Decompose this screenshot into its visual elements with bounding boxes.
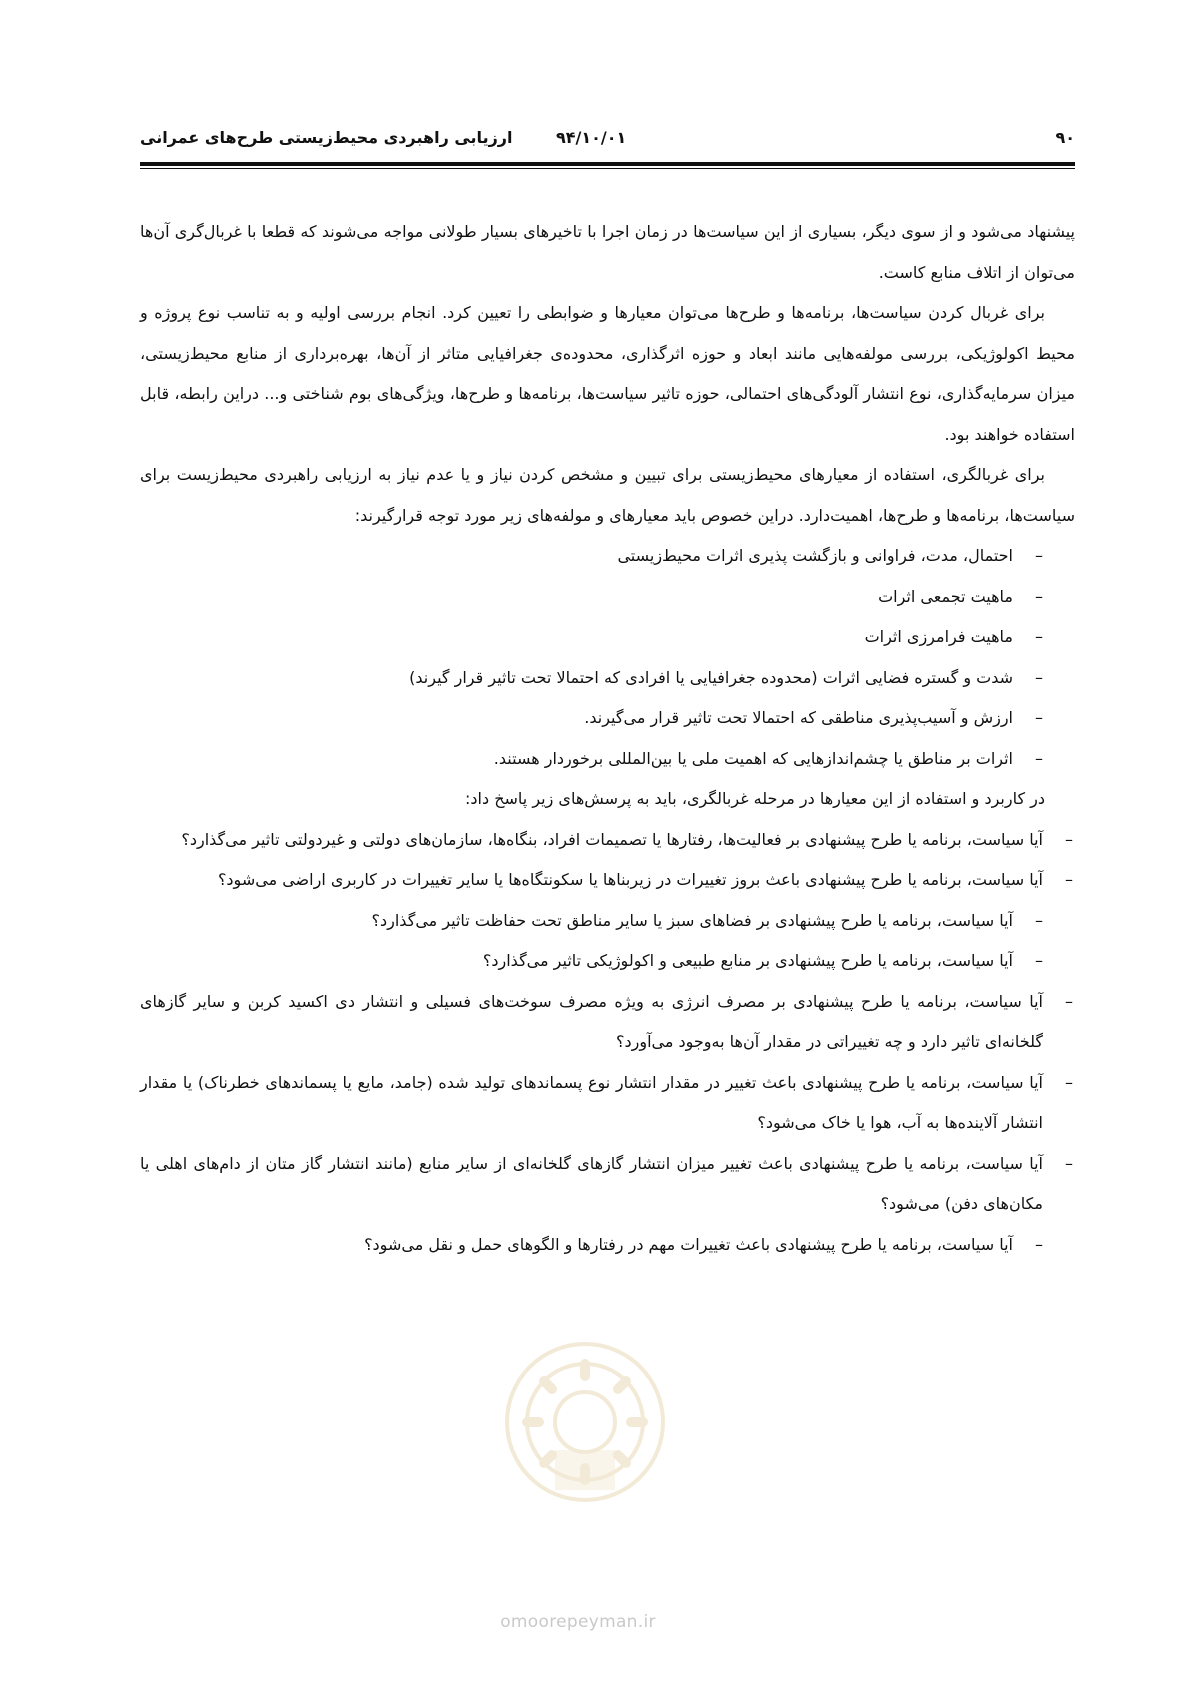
list-item-text: اثرات بر مناطق یا چشم‌اندازهایی که اهمیت ملی یا بین‌المللی برخوردار هستند. (493, 748, 1013, 768)
list-item (140, 820, 1075, 861)
list-item (140, 698, 1075, 739)
list-item-text: شدت و گستره فضایی اثرات (محدوده جغرافیایی یا افرادی که احتمالا تحت تاثیر قرار گیرند) (409, 667, 1013, 687)
dash-bullet-icon: – (1035, 951, 1043, 970)
list-item (140, 941, 1075, 982)
page-header (140, 128, 1075, 162)
paragraph: برای غربال کردن سیاست‌ها، برنامه‌ها و طرح‌ها می‌توان معیارها و ضوابطی را تعیین کرد. انجام بررسی اولیه و به تناسب نوع پروژه و محیط اکولوژیکی، بررسی مولفه‌هایی مانند ابعاد و حوزه اثرگذاری، محدوده‌ی جغرافیایی متاثر از آن‌ها، بهره‌برداری از منابع محیط‌زیستی، میزان سرمایه‌گذاری، نوع انتشار آلودگی‌های احتمالی، حوزه تاثیر سیاست‌ها، برنامه‌ها و طرح‌ها، ویژگی‌های بوم شناختی و... دراین رابطه، قابل استفاده خواهند بود. (140, 303, 1075, 444)
list-item-text: آیا سیاست، برنامه یا طرح پیشنهادی باعث بروز تغییرات در زیربناها یا سکونتگاه‌ها یا سایر تغییرات در کاربری اراضی می‌شود؟ (217, 870, 1043, 889)
list-item-text: آیا سیاست، برنامه یا طرح پیشنهادی بر فعالیت‌ها، رفتارها یا تصمیمات افراد، بنگاه‌ها، سازمان‌های دولتی و غیردولتی تاثیر می‌گذارد؟ (181, 829, 1043, 849)
header-rule-thick (140, 162, 1075, 166)
list-item-text: آیا سیاست، برنامه یا طرح پیشنهادی باعث تغییر در مقدار انتشار نوع پسماندهای تولید شده (جامد، مایع یا پسماندهای خطرناک) یا مقدار انتشار آلاینده‌ها به آب، هوا یا خاک می‌شود؟ (140, 1072, 1043, 1132)
list-item (140, 1144, 1075, 1225)
list-item-text: ارزش و آسیب‌پذیری مناطقی که احتمالا تحت تاثیر قرار می‌گیرند. (584, 708, 1013, 727)
list-item (140, 577, 1075, 618)
list-item-text: احتمال، مدت، فراوانی و بازگشت پذیری اثرات محیط‌زیستی (617, 546, 1013, 565)
dash-bullet-icon: – (1035, 910, 1043, 930)
paragraph: پیشنهاد می‌شود و از سوی دیگر، بسیاری از این سیاست‌ها در زمان اجرا با تاخیرهای بسیار طولانی مواجه می‌شوند که قطعا با غربال‌گری آن‌ها می‌توان از اتلاف منابع کاست. (140, 222, 1075, 282)
dash-bullet-icon: – (1065, 870, 1073, 889)
dash-bullet-icon: – (1065, 1153, 1073, 1173)
list-item (140, 860, 1075, 901)
dash-bullet-icon: – (1035, 627, 1043, 646)
header-date: ۹۴/۱۰/۰۱ (556, 128, 627, 147)
criteria-list (140, 536, 1075, 779)
list-item-text: آیا سیاست، برنامه یا طرح پیشنهادی باعث تغییر میزان انتشار گازهای گلخانه‌ای از سایر منابع (مانند انتشار گاز متان از دام‌های اهلی یا مکان‌های دفن) می‌شود؟ (140, 1153, 1043, 1213)
list-item (140, 901, 1075, 942)
list-item-text: ماهیت تجمعی اثرات (878, 586, 1013, 606)
list-item (140, 739, 1075, 780)
list-item-text: آیا سیاست، برنامه یا طرح پیشنهادی باعث تغییرات مهم در رفتارها و الگوهای حمل و نقل می‌شود؟ (364, 1234, 1013, 1254)
list-item (140, 982, 1075, 1063)
list-item-text: آیا سیاست، برنامه یا طرح پیشنهادی بر منابع طبیعی و اکولوژیکی تاثیر می‌گذارد؟ (482, 951, 1013, 970)
header-title: ارزیابی راهبردی محیط‌زیستی طرح‌های عمرانی (140, 128, 513, 147)
dash-bullet-icon: – (1035, 1234, 1043, 1254)
list-item (140, 658, 1075, 699)
list-item (140, 1225, 1075, 1266)
page-number: ۹۰ (1055, 128, 1075, 147)
list-item-text: آیا سیاست، برنامه یا طرح پیشنهادی بر مصرف انرژی به ویژه مصرف سوخت‌های فسیلی و انتشار دی اکسید کربن و سایر گازهای گلخانه‌ای تاثیر دارد و چه تغییراتی در مقدار آن‌ها به‌وجود می‌آورد؟ (140, 991, 1043, 1051)
watermark-url: omoorepeyman.ir (500, 1612, 656, 1632)
dash-bullet-icon: – (1035, 708, 1043, 727)
questions-list (140, 820, 1075, 1266)
dash-bullet-icon: – (1065, 1072, 1073, 1092)
list-item-text: آیا سیاست، برنامه یا طرح پیشنهادی بر فضاهای سبز یا سایر مناطق تحت حفاظت تاثیر می‌گذارد؟ (371, 910, 1013, 930)
page-body (140, 212, 1075, 1265)
list-item (140, 536, 1075, 577)
dash-bullet-icon: – (1065, 991, 1073, 1011)
questions-intro: در کاربرد و استفاده از این معیارها در مرحله غربالگری، باید به پرسش‌های زیر پاسخ داد: (465, 789, 1045, 808)
dash-bullet-icon: – (1035, 586, 1043, 606)
dash-bullet-icon: – (1035, 667, 1043, 687)
dash-bullet-icon: – (1035, 748, 1043, 768)
header-rule-thin (140, 168, 1075, 169)
dash-bullet-icon: – (1065, 829, 1073, 849)
paragraph: برای غربالگری، استفاده از معیارهای محیط‌زیستی برای تبیین و مشخص کردن نیاز و یا عدم نیاز به ارزیابی راهبردی محیط‌زیست برای سیاست‌ها، برنامه‌ها و طرح‌ها، اهمیت‌دارد. دراین خصوص باید معیارهای و مولفه‌های زیر مورد توجه قرارگیرند: (140, 465, 1075, 525)
list-item (140, 1063, 1075, 1144)
watermark-seal-icon (495, 1330, 675, 1520)
dash-bullet-icon: – (1035, 546, 1043, 565)
list-item (140, 617, 1075, 658)
list-item-text: ماهیت فرامرزی اثرات (864, 627, 1013, 646)
